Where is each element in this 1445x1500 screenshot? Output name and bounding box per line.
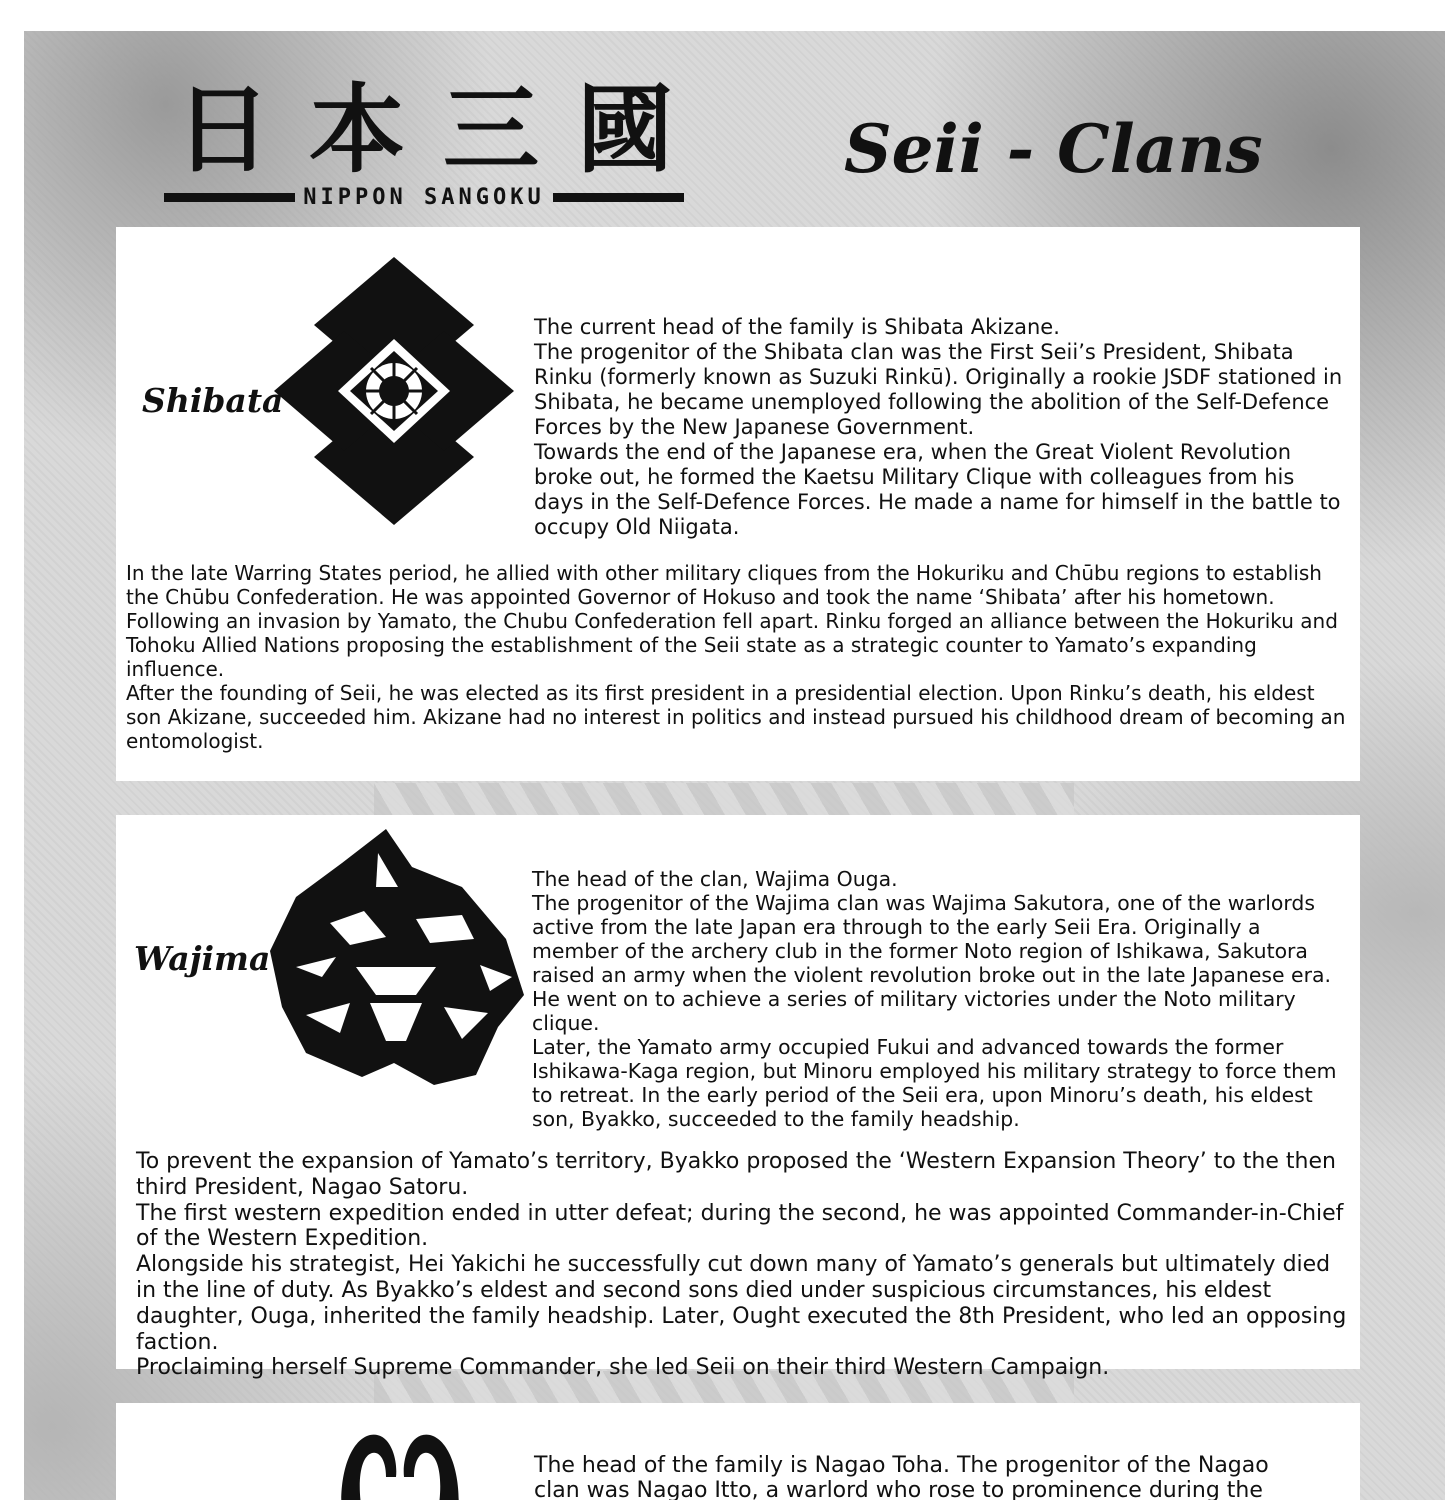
nippon-sangoku-logo: [164, 74, 684, 210]
clan-intro: [532, 867, 1352, 1131]
intro-paragraph: The head of the family is Nagao Toha. The progenitor of the Nagao clan was Nagao Itto, a warlord who rose to prominence during the: [534, 1453, 1269, 1500]
history-paragraph: To prevent the expansion of Yamato’s territory, Byakko proposed the ‘Western Expansion Theory’ to the then third President, Nagao Satoru.: [136, 1149, 1336, 1200]
clan-history: [126, 561, 1354, 753]
intro-paragraph: The current head of the family is Shibata Akizane.: [534, 315, 1060, 339]
logo-subtitle: NIPPON SANGOKU: [303, 184, 545, 210]
logo-subtitle-strip: [164, 185, 684, 209]
history-paragraph: Following an invasion by Yamato, the Chubu Confederation fell apart. Rinku forged an alliance between the Hokuriku and Tohoku Allied Nations proposing the establishment of the Seii state as a strategic counter to Yamato’s expanding influence.: [126, 609, 1338, 681]
clan-intro: [534, 315, 1344, 540]
ram-horns-icon: [336, 1429, 464, 1500]
clan-intro: [534, 1453, 1314, 1500]
logo-kanji-char: 本: [309, 74, 405, 186]
clan-card-wajima: [116, 815, 1360, 1381]
intro-paragraph: Towards the end of the Japanese era, when the Great Violent Revolution broke out, he formed the Kaetsu Military Clique with colleagues from his days in the Self-Defence Forces. He made a name for himself in the battle to occupy Old Niigata.: [534, 440, 1341, 539]
intro-paragraph: The progenitor of the Wajima clan was Wajima Sakutora, one of the warlords active from the late Japan era through to the early Seii Era. Originally a member of the archery club in the former Noto region of Ishikawa, Sakutora raised an army when the violent revolution broke out in the late Japanese era. He went on to achieve a series of military victories under the Noto military clique.: [532, 891, 1331, 1035]
intro-paragraph: The progenitor of the Shibata clan was the First Seii’s President, Shibata Rinku (formerly known as Suzuki Rinkū). Originally a rookie JSDF stationed in Shibata, he became unemployed following the abolition of the Self-Defence Forces by the New Japanese Government.: [534, 340, 1343, 439]
history-paragraph: The first western expedition ended in utter defeat; during the second, he was appointed Commander-in-Chief of the Western Expedition.: [136, 1200, 1344, 1252]
clan-card-nagao: [116, 1403, 1360, 1500]
clan-name: Wajima: [134, 939, 271, 978]
decorative-band: [374, 783, 1074, 819]
logo-kanji: [164, 74, 684, 186]
history-paragraph: After the founding of Seii, he was elected as its first president in a presidential election. Upon Rinku’s death, his eldest son Akizane, succeeded him. Akizane had no interest in politics and instead pursued his childhood dream of becoming an entomologist.: [126, 681, 1346, 753]
history-paragraph: Alongside his strategist, Hei Yakichi he successfully cut down many of Yamato’s generals but ultimately died in the line of duty. As Byakko’s eldest and second sons died under suspicious circumstances, his eldest daughter, Ouga, inherited the family headship. Later, Ought executed the 8th President, who led an opposing faction.: [136, 1252, 1347, 1355]
history-paragraph: Proclaiming herself Supreme Commander, she led Seii on their third Western Campaign.: [136, 1355, 1110, 1381]
logo-kanji-char: 日: [175, 74, 271, 186]
intro-paragraph: The head of the clan, Wajima Ouga.: [532, 867, 898, 891]
logo-kanji-char: 三: [443, 74, 539, 186]
clan-name: Shibata: [142, 381, 284, 420]
clan-card-shibata: [116, 227, 1360, 781]
history-paragraph: In the late Warring States period, he allied with other military cliques from the Hokuriku and Chūbu regions to establish the Chūbu Confederation. He was appointed Governor of Hokuso and took the name ‘Shibata’ after his hometown.: [126, 561, 1322, 609]
logo-kanji-char: 國: [577, 74, 673, 186]
shibata-crest-icon: [272, 255, 516, 527]
intro-paragraph: Later, the Yamato army occupied Fukui and advanced towards the former Ishikawa-Kaga region, but Minoru employed his military strategy to force them to retreat. In the early period of the Seii era, upon Minoru’s death, his eldest son, Byakko, succeeded to the family headship.: [532, 1035, 1337, 1131]
page-title: Seii - Clans: [844, 110, 1263, 188]
clan-history: [136, 1149, 1356, 1381]
tiger-head-icon: [266, 827, 528, 1087]
page-background: [24, 31, 1445, 1500]
